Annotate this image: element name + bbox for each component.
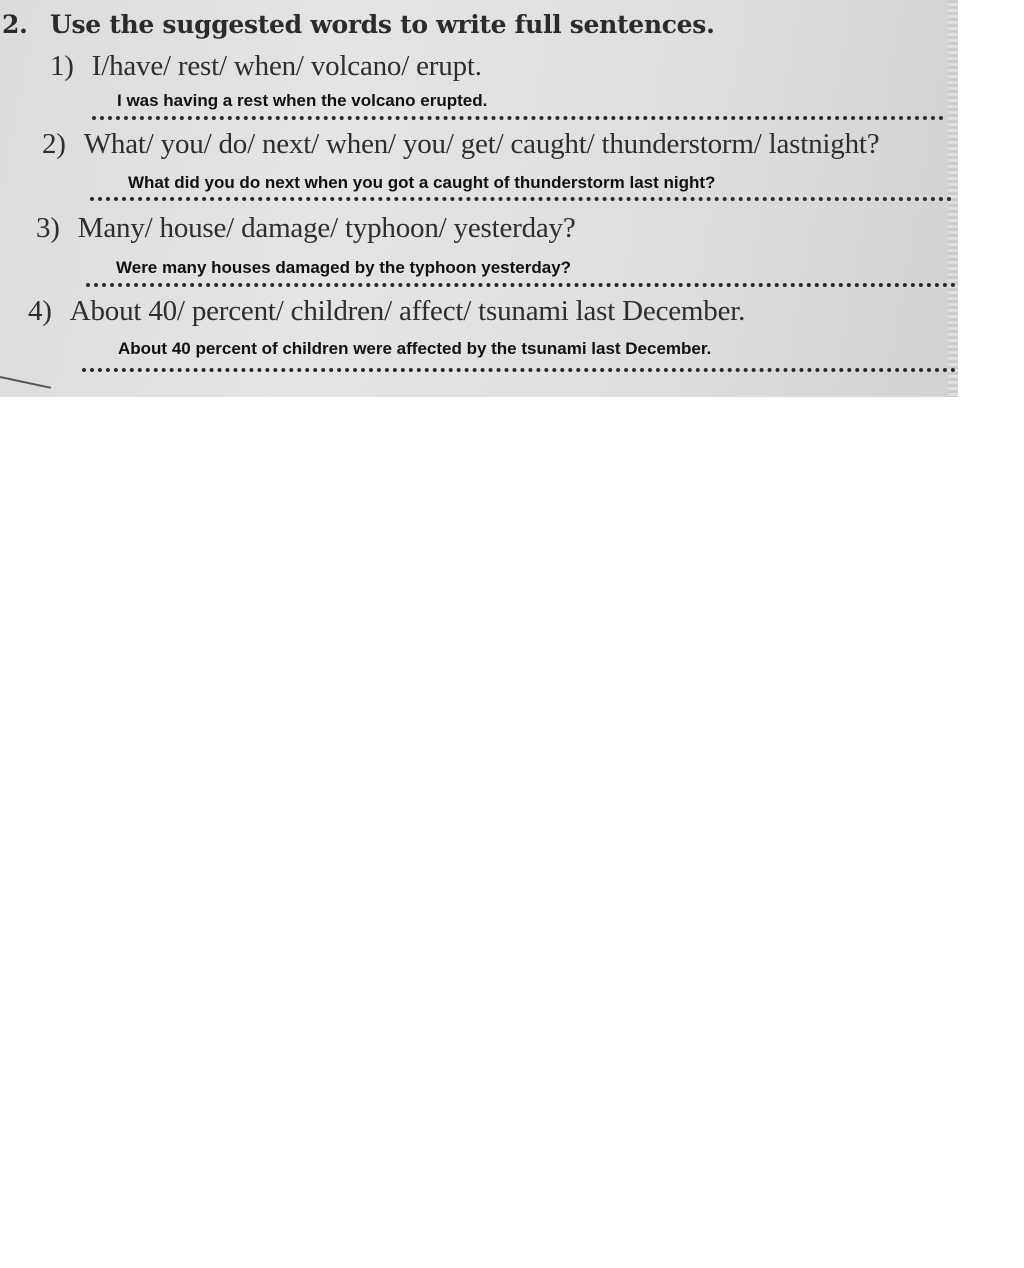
item-2-prompt xyxy=(42,128,879,161)
item-3-answer-line xyxy=(86,279,956,287)
item-4-prompt xyxy=(28,295,745,328)
item-1-prompt xyxy=(50,50,482,83)
worksheet-photo xyxy=(0,0,958,397)
item-2-answer-line xyxy=(90,193,952,201)
item-4-answer-line xyxy=(82,364,956,372)
item-4-number: 4) xyxy=(28,295,52,327)
item-2-number: 2) xyxy=(42,128,66,160)
pen-mark xyxy=(0,376,51,389)
item-1-number: 1) xyxy=(50,50,74,82)
exercise-instruction: Use the suggested words to write full sentences. xyxy=(50,10,715,39)
item-3-number: 3) xyxy=(36,212,60,244)
item-1-cue-words: I/have/ rest/ when/ volcano/ erupt. xyxy=(91,50,482,82)
item-1-answer: I was having a rest when the volcano erupted. xyxy=(117,91,488,110)
exercise-heading xyxy=(2,10,714,39)
item-2-cue-words: What/ you/ do/ next/ when/ you/ get/ caught/ thunderstorm/ lastnight? xyxy=(83,128,880,160)
item-3-prompt xyxy=(36,212,576,245)
item-3-answer: Were many houses damaged by the typhoon yesterday? xyxy=(116,258,572,277)
item-1-answer-line xyxy=(92,112,944,120)
item-2-answer: What did you do next when you got a caught of thunderstorm last night? xyxy=(128,173,716,192)
item-4-cue-words: About 40/ percent/ children/ affect/ tsunami last December. xyxy=(69,295,746,327)
item-4-answer: About 40 percent of children were affected by the tsunami last December. xyxy=(118,339,712,358)
item-3-cue-words: Many/ house/ damage/ typhoon/ yesterday? xyxy=(77,212,576,244)
exercise-number: 2. xyxy=(2,10,28,39)
